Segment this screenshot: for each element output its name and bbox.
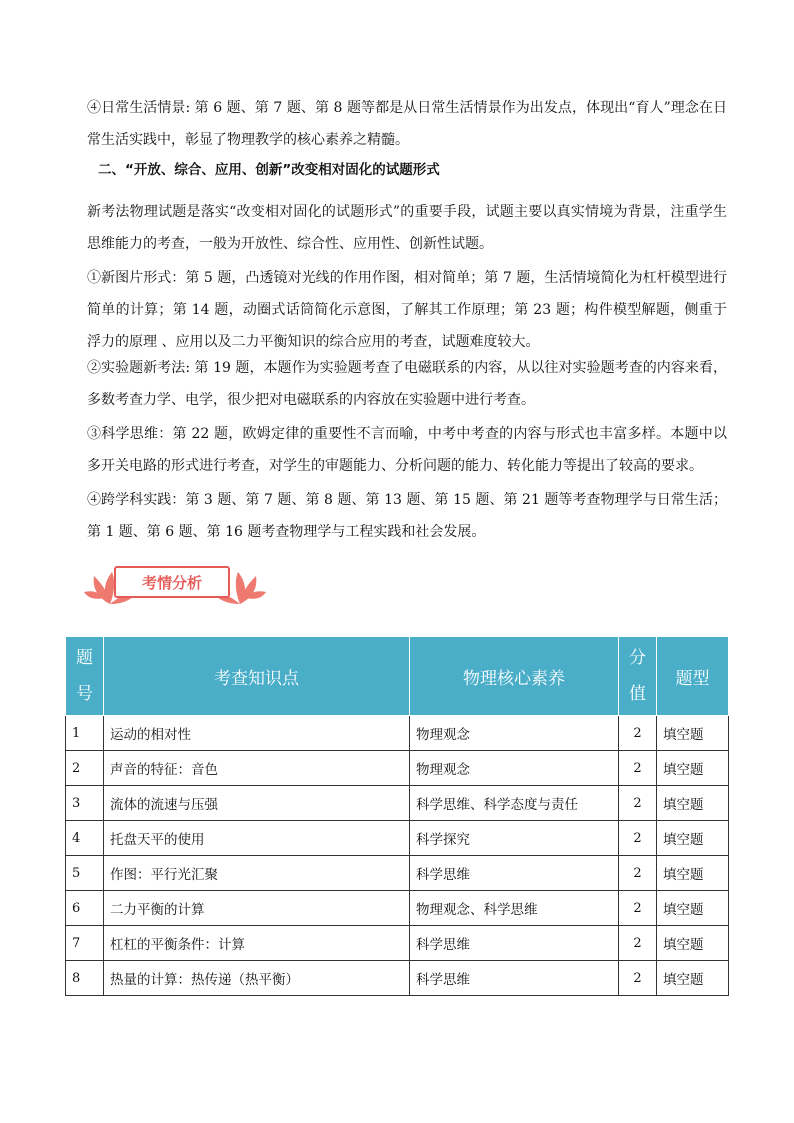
header-core-literacy: 物理核心素养: [410, 637, 619, 716]
cell-score: 2: [619, 961, 657, 996]
cell-score: 2: [619, 716, 657, 751]
cell-score: 2: [619, 751, 657, 786]
header-question-type: 题型: [657, 637, 729, 716]
paragraph-experiment: ②实验题新考法: 第 19 题，本题作为实验题考查了电磁联系的内容，从以往对实验题考查的内容来看，多数考查力学、电学，很少把对电磁联系的内容放在实验题中进行考查。: [87, 360, 727, 408]
cell-score: 2: [619, 926, 657, 961]
cell-type: 填空题: [657, 751, 729, 786]
cell-type: 填空题: [657, 856, 729, 891]
cell-knowledge: 运动的相对性: [104, 716, 410, 751]
cell-literacy: 科学思维: [410, 856, 619, 891]
cell-number: 2: [66, 751, 104, 786]
cell-score: 2: [619, 821, 657, 856]
cell-literacy: 科学思维: [410, 961, 619, 996]
cell-knowledge: 声音的特征：音色: [104, 751, 410, 786]
paragraph-scientific-thinking: ③科学思维：第 22 题，欧姆定律的重要性不言而喻，中考中考查的内容与形式也丰富多样。本题中以多开关电路的形式进行考查，对学生的审题能力、分析问题的能力、转化能力等提出了较高的要求。: [87, 426, 727, 474]
cell-literacy: 科学思维: [410, 926, 619, 961]
table-row: [66, 821, 729, 856]
header-score-bottom: 值: [629, 684, 646, 704]
cell-score: 2: [619, 891, 657, 926]
cell-number: 8: [66, 961, 104, 996]
table-row: [66, 716, 729, 751]
table-row: [66, 926, 729, 961]
header-score: [619, 637, 657, 716]
cell-knowledge: 杠杠的平衡条件：计算: [104, 926, 410, 961]
header-score-top: 分: [629, 648, 646, 668]
cell-type: 填空题: [657, 786, 729, 821]
cell-type: 填空题: [657, 926, 729, 961]
cell-number: 5: [66, 856, 104, 891]
cell-knowledge: 热量的计算：热传递（热平衡）: [104, 961, 410, 996]
cell-knowledge: 托盘天平的使用: [104, 821, 410, 856]
paragraph-new-exam-intro: 新考法物理试题是落实“改变相对固化的试题形式”的重要手段，试题主要以真实情境为背景，注重学生思维能力的考查，一般为开放性、综合性、应用性、创新性试题。: [87, 204, 727, 252]
cell-score: 2: [619, 856, 657, 891]
table-row: [66, 751, 729, 786]
table-row: [66, 786, 729, 821]
paragraph-interdisciplinary: ④跨学科实践：第 3 题、第 7 题、第 8 题、第 13 题、第 15 题、第 21 题等考查物理学与日常生活；第 1 题、第 6 题、第 16 题考查物理学与工程实践和社会发展。: [87, 492, 727, 540]
header-number-top: 题: [76, 648, 93, 668]
cell-number: 4: [66, 821, 104, 856]
cell-score: 2: [619, 786, 657, 821]
table-row: [66, 961, 729, 996]
cell-knowledge: 作图：平行光汇聚: [104, 856, 410, 891]
paragraph-daily-life: ④日常生活情景: 第 6 题、第 7 题、第 8 题等都是从日常生活情景作为出发点，体现出“育人”理念在日常生活实践中，彰显了物理教学的核心素养之精髓。: [87, 100, 727, 148]
exam-analysis-table: [65, 636, 729, 996]
cell-literacy: 物理观念: [410, 716, 619, 751]
cell-literacy: 科学探究: [410, 821, 619, 856]
cell-type: 填空题: [657, 891, 729, 926]
cell-knowledge: 流体的流速与压强: [104, 786, 410, 821]
section-banner-title: 考情分析: [114, 566, 230, 598]
cell-number: 6: [66, 891, 104, 926]
cell-knowledge: 二力平衡的计算: [104, 891, 410, 926]
table-row: [66, 891, 729, 926]
cell-type: 填空题: [657, 821, 729, 856]
cell-number: 1: [66, 716, 104, 751]
cell-literacy: 物理观念: [410, 751, 619, 786]
cell-type: 填空题: [657, 961, 729, 996]
table-row: [66, 856, 729, 891]
header-question-number: [66, 637, 104, 716]
table-header-row: [66, 637, 729, 716]
header-knowledge-point: 考查知识点: [104, 637, 410, 716]
cell-literacy: 科学思维、科学态度与责任: [410, 786, 619, 821]
cell-number: 3: [66, 786, 104, 821]
cell-literacy: 物理观念、科学思维: [410, 891, 619, 926]
header-number-bottom: 号: [76, 684, 93, 704]
paragraph-new-image-form: ①新图片形式：第 5 题，凸透镜对光线的作用作图，相对简单；第 7 题，生活情境简化为杠杆模型进行简单的计算；第 14 题，动圈式话筒简化示意图，了解其工作原理；第 23 题；构件模型解题，侧重于浮力的原理 、应用以及二力平衡知识的综合应用的考查，试题难度较大。: [87, 270, 727, 350]
section-heading-2: 二、“开放、综合、应用、创新”改变相对固化的试题形式: [98, 162, 440, 178]
cell-number: 7: [66, 926, 104, 961]
cell-type: 填空题: [657, 716, 729, 751]
